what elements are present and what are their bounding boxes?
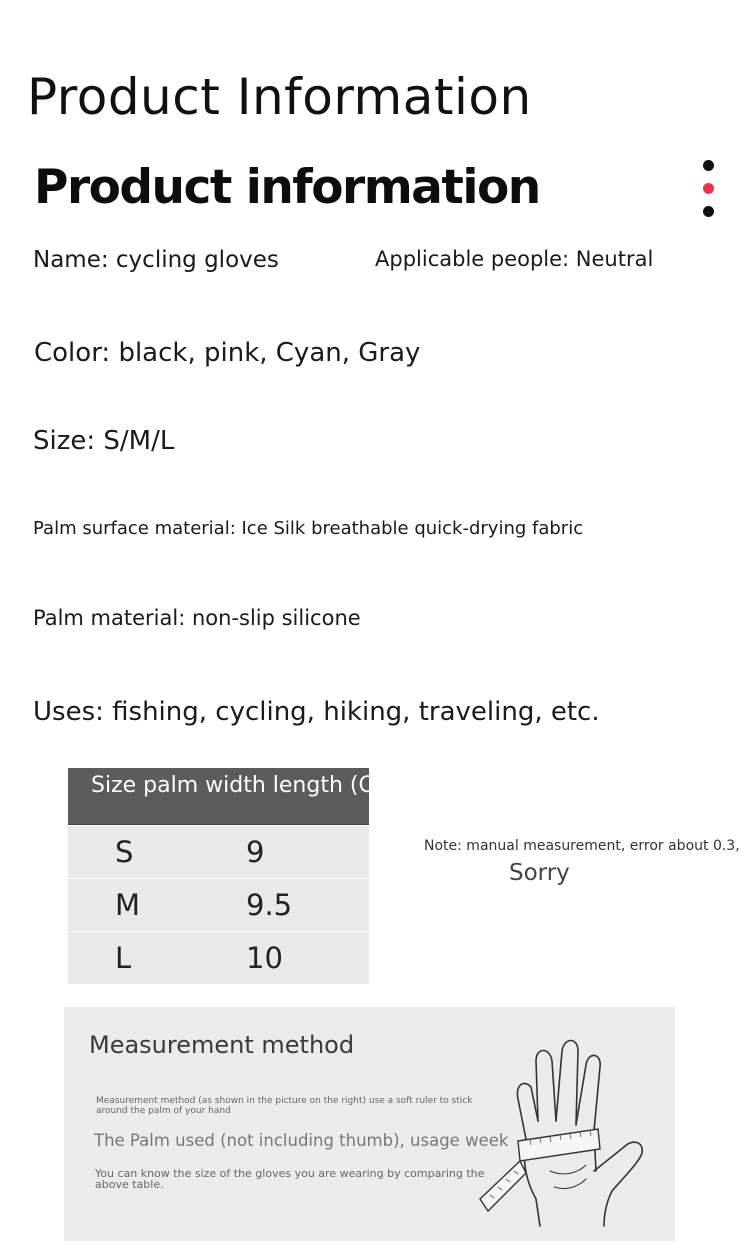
size-table-header: Size palm width length (CM)	[68, 768, 369, 825]
hand-measuring-illustration	[474, 1021, 674, 1236]
size-cell: M	[115, 888, 141, 922]
table-row	[68, 826, 369, 878]
note-sorry: Sorry	[509, 860, 570, 886]
value-cell: 9.5	[246, 888, 293, 922]
carousel-pager	[703, 160, 715, 229]
info-size: Size: S/M/L	[33, 426, 175, 456]
size-table	[68, 768, 402, 984]
measurement-panel	[64, 1007, 675, 1241]
table-row	[68, 879, 369, 931]
size-cell: L	[115, 941, 132, 975]
info-uses: Uses: fishing, cycling, hiking, traveling, etc.	[33, 697, 600, 727]
measurement-compare-note: You can know the size of the gloves you are wearing by comparing the above table.	[95, 1167, 485, 1191]
pager-dot-1[interactable]	[703, 160, 714, 171]
info-palm-surface-material: Palm surface material: Ice Silk breathable quick-drying fabric	[33, 518, 584, 539]
info-palm-material: Palm material: non-slip silicone	[33, 606, 361, 630]
value-cell: 10	[246, 941, 283, 975]
measurement-palm-note: The Palm used (not including thumb), usage week	[94, 1131, 509, 1150]
pager-dot-2-active[interactable]	[703, 183, 714, 194]
info-name: Name: cycling gloves	[33, 247, 279, 273]
info-color: Color: black, pink, Cyan, Gray	[34, 338, 421, 368]
section-title: Product information	[34, 160, 540, 215]
measurement-note: Note: manual measurement, error about 0.3,	[424, 838, 740, 854]
page-title: Product Information	[27, 68, 532, 126]
table-row	[68, 932, 369, 984]
measurement-instructions: Measurement method (as shown in the picture on the right) use a soft ruler to stick around the palm of your hand	[96, 1096, 473, 1116]
pager-dot-3[interactable]	[703, 206, 714, 217]
size-cell: S	[115, 835, 134, 869]
measurement-title: Measurement method	[89, 1031, 355, 1059]
info-applicable-people: Applicable people: Neutral	[375, 247, 654, 271]
value-cell: 9	[246, 835, 265, 869]
